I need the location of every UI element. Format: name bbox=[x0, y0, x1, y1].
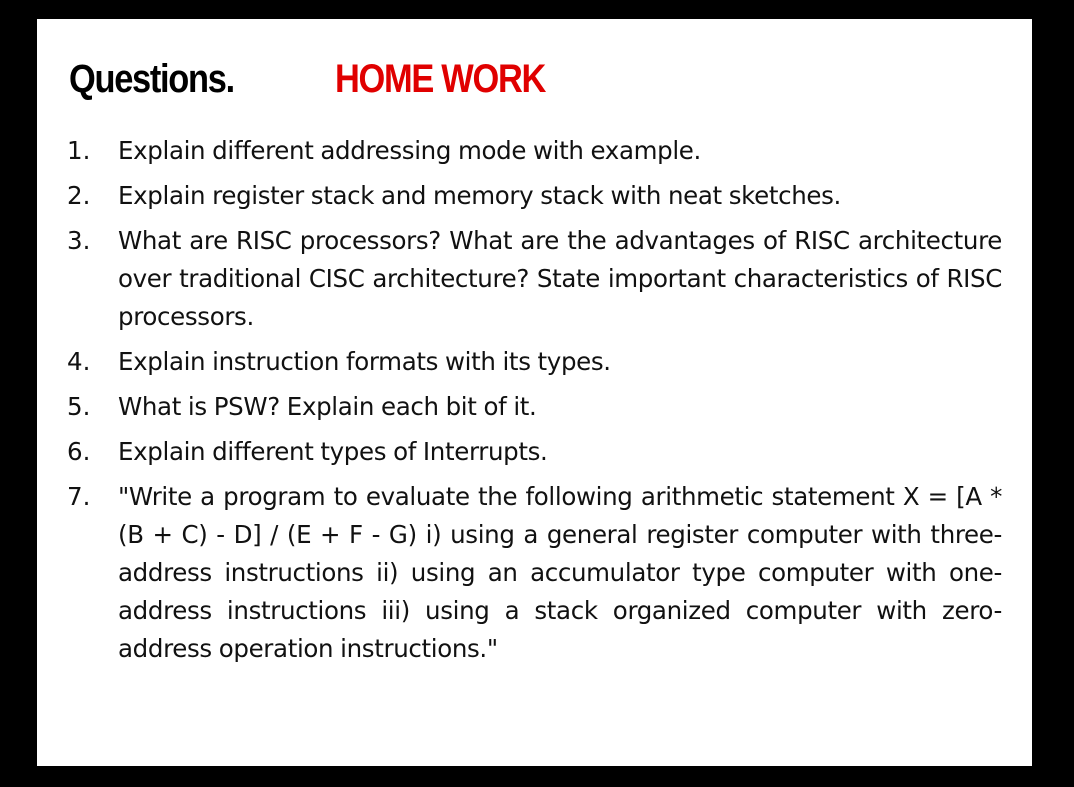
question-number: 2. bbox=[67, 181, 91, 210]
question-text: Explain different addressing mode with example. bbox=[118, 136, 701, 165]
page-heading bbox=[69, 49, 546, 109]
question-number: 4. bbox=[67, 347, 91, 376]
heading-questions: Questions. bbox=[69, 57, 234, 101]
question-number: 3. bbox=[67, 226, 91, 255]
question-text: Explain instruction formats with its types. bbox=[118, 347, 611, 376]
question-item-7 bbox=[67, 478, 1002, 668]
slide-page bbox=[37, 19, 1032, 766]
heading-homework: HOME WORK bbox=[335, 57, 546, 101]
question-number: 5. bbox=[67, 392, 91, 421]
question-text: Explain register stack and memory stack with neat sketches. bbox=[118, 181, 841, 210]
question-number: 7. bbox=[67, 482, 91, 511]
question-text: "Write a program to evaluate the following arithmetic statement X = [A * (B + C) - D] / (E + F - G) i) using a general register computer with three-address instructions ii) using an accumulator type computer with one-address instructions iii) using a stack organized computer with zero-address operation instructions." bbox=[118, 482, 1002, 663]
question-item-2 bbox=[67, 177, 1002, 215]
question-text: What are RISC processors? What are the advantages of RISC architecture over traditional CISC architecture? State important characteristics of RISC processors. bbox=[118, 226, 1002, 331]
question-item-5 bbox=[67, 388, 1002, 426]
question-text: Explain different types of Interrupts. bbox=[118, 437, 548, 466]
question-item-6 bbox=[67, 433, 1002, 471]
question-text: What is PSW? Explain each bit of it. bbox=[118, 392, 537, 421]
question-item-4 bbox=[67, 343, 1002, 381]
question-number: 6. bbox=[67, 437, 91, 466]
question-item-1 bbox=[67, 132, 1002, 170]
question-item-3 bbox=[67, 222, 1002, 336]
question-number: 1. bbox=[67, 136, 91, 165]
question-list bbox=[67, 132, 1002, 675]
